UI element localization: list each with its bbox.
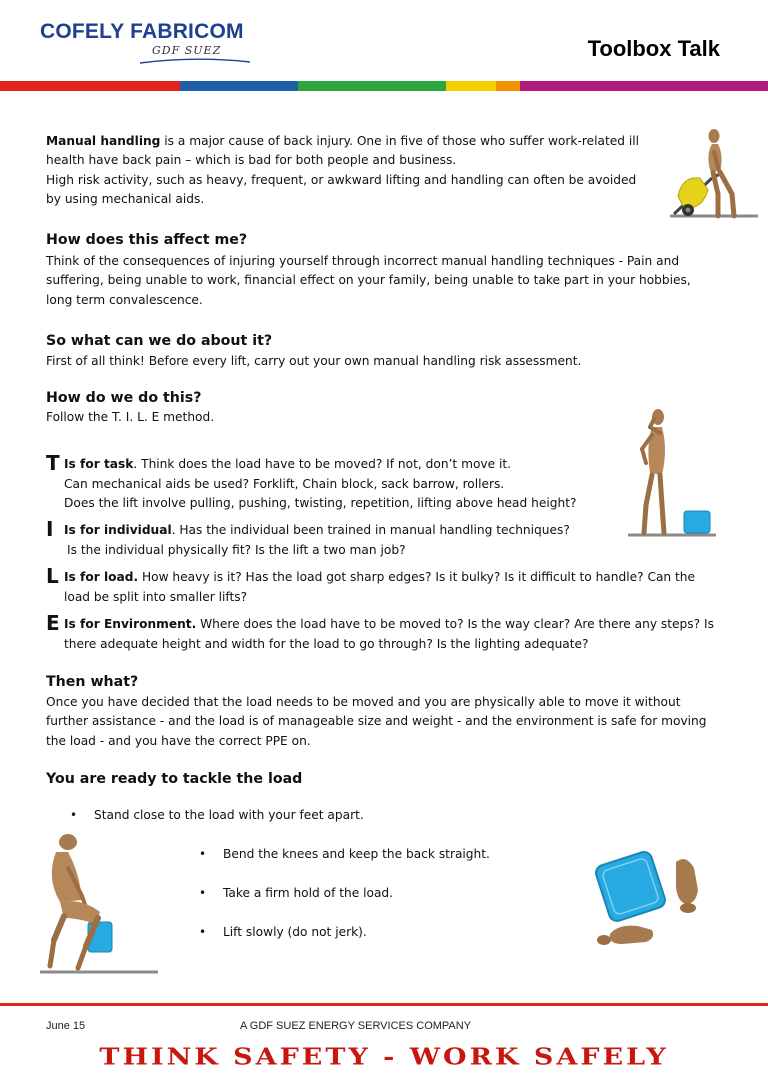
tile-e-line-2: there adequate height and width for the load to go through? Is the lighting adequate? — [64, 637, 589, 651]
heading-ready: You are ready to tackle the load — [46, 771, 303, 787]
tile-e-line-1-rest: Where does the load have to be moved to? Is the way clear? Are there any steps? Is — [196, 617, 714, 631]
tile-letter-l: L — [46, 564, 59, 588]
safety-slogan: THINK SAFETY - WORK SAFELY — [99, 1044, 669, 1071]
tile-l-line-2: load be split into smaller lifts? — [64, 590, 248, 604]
intro-line-1 — [46, 132, 656, 151]
intro-line-2: health have back pain – which is bad for both people and business. — [46, 153, 457, 168]
affect-paragraph — [46, 252, 726, 310]
heading-then-what: Then what? — [46, 674, 139, 690]
footer-date: June 15 — [46, 1020, 86, 1032]
color-bar-blue — [180, 81, 298, 91]
color-bar-purple — [520, 81, 768, 91]
intro-bold-lead: Manual handling — [46, 134, 161, 148]
heading-affect: How does this affect me? — [46, 232, 248, 248]
bullet-item — [70, 806, 364, 825]
bullet-dot-icon: • — [199, 925, 207, 939]
bullet-text: Take a firm hold of the load. — [223, 886, 394, 900]
bullet-text: Bend the knees and keep the back straight. — [223, 847, 490, 861]
tile-i-line-2: Is the individual physically fit? Is the lift a two man job? — [67, 543, 406, 557]
tile-t-line-1-rest: . Think does the load have to be moved? If not, don’t move it. — [133, 457, 512, 471]
footer-company: A GDF SUEZ ENERGY SERVICES COMPANY — [240, 1020, 472, 1032]
brand-subname: GDF SUEZ — [152, 44, 222, 57]
color-bar-orange — [496, 81, 520, 91]
then-line-3: the load - and you have the correct PPE on. — [46, 733, 311, 748]
tile-l-line-1 — [64, 568, 695, 587]
color-bar-red — [0, 81, 180, 91]
company-logo — [40, 20, 260, 68]
brand-color-bar — [0, 81, 768, 91]
footer-divider — [0, 1003, 768, 1006]
bullet-text: Stand close to the load with your feet apart. — [94, 808, 364, 822]
thinking-figure-icon — [624, 405, 720, 541]
tile-i-line-1-rest: . Has the individual been trained in manual handling techniques? — [171, 523, 570, 537]
tile-i-bold: Is for individual — [64, 523, 172, 537]
tile-e-block — [46, 611, 736, 655]
then-line-1: Once you have decided that the load needs to be moved and you are physically able to move it without — [46, 695, 681, 709]
heading-what-can-we-do: So what can we do about it? — [46, 333, 273, 349]
affect-line-3: long term convalescence. — [46, 292, 203, 307]
tile-l-block — [46, 564, 736, 608]
bullet-item — [199, 845, 490, 864]
bullet-dot-icon: • — [199, 847, 207, 861]
tile-letter-t: T — [46, 451, 60, 475]
document-title: Toolbox Talk — [587, 36, 720, 61]
tile-t-line-3: Does the lift involve pulling, pushing, twisting, repetition, lifting above head height? — [64, 496, 577, 510]
tile-l-bold: Is for load. — [64, 570, 139, 584]
color-bar-yellow — [446, 81, 496, 91]
affect-line-2: suffering, being unable to work, financial effect on your family, being unable to take part in your hobbies, — [46, 273, 691, 288]
bullet-dot-icon: • — [199, 886, 207, 900]
tile-e-line-1 — [64, 615, 714, 634]
affect-line-1: Think of the consequences of injuring yourself through incorrect manual handling techniques - Pain and — [46, 254, 680, 268]
tile-e-bold: Is for Environment. — [64, 617, 197, 631]
then-line-2: further assistance - and the load is of manageable size and weight - and the environment is safe for moving — [46, 714, 707, 729]
intro-paragraph — [46, 132, 656, 210]
heading-how: How do we do this? — [46, 390, 202, 406]
color-bar-green — [298, 81, 446, 91]
tile-i-line-1 — [64, 521, 570, 540]
tile-letter-e: E — [46, 611, 60, 635]
tile-t-bold: Is for task — [64, 457, 134, 471]
squat-lift-figure-icon — [38, 828, 162, 976]
how-paragraph: Follow the T. I. L. E method. — [46, 410, 215, 424]
sack-barrow-figure-icon — [664, 124, 764, 244]
brand-name: COFELY FABRICOM — [40, 20, 244, 43]
tile-t-line-2: Can mechanical aids be used? Forklift, Chain block, sack barrow, rollers. — [64, 477, 505, 491]
tile-l-line-1-rest: How heavy is it? Has the load got sharp edges? Is it bulky? Is it difficult to handle? Can the — [138, 570, 696, 584]
bullet-dot-icon: • — [70, 808, 78, 822]
bullet-item — [199, 884, 393, 903]
feet-and-box-top-view-icon — [590, 844, 716, 956]
bullet-item — [199, 923, 367, 942]
what-paragraph: First of all think! Before every lift, carry out your own manual handling risk assessment. — [46, 354, 582, 368]
intro-line-4: by using mechanical aids. — [46, 192, 205, 207]
tile-t-line-1 — [64, 455, 511, 474]
intro-line-3: High risk activity, such as heavy, frequent, or awkward lifting and handling can often be avoided — [46, 172, 637, 187]
logo-swoosh-icon — [140, 58, 250, 64]
bullet-text: Lift slowly (do not jerk). — [223, 925, 367, 939]
then-paragraph — [46, 693, 736, 751]
tile-letter-i: I — [46, 517, 54, 541]
intro-line-1-rest: is a major cause of back injury. One in five of those who suffer work-related ill — [160, 134, 639, 148]
